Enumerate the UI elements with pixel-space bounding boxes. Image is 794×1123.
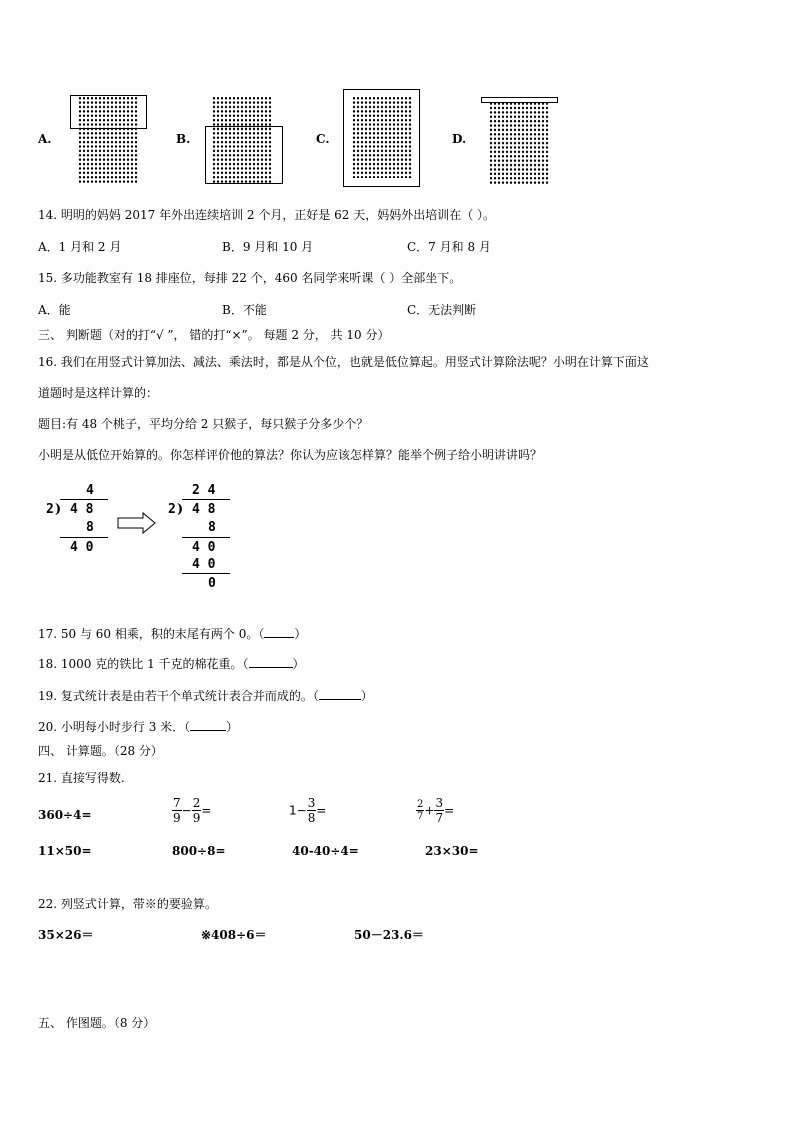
fraction-numerator: 3	[307, 796, 316, 810]
q22-item-2: ※408÷6＝	[201, 928, 267, 942]
q20-answer-blank[interactable]	[190, 718, 226, 731]
q22-title: 22. 列竖式计算，带※的要验算。	[38, 897, 217, 911]
division-left-divisor: 2	[46, 502, 54, 517]
q16-line-4: 小明是从低位开始算的。你怎样评价他的算法？你认为应该怎样算？能举个例子给小明讲讲吗？	[38, 448, 543, 462]
minuend: 1−	[289, 803, 307, 818]
division-bracket: )	[177, 502, 184, 517]
fraction-numerator: 7	[173, 796, 181, 810]
q19-text: 19. 复式统计表是由若干个单式统计表合并而成的。（	[38, 689, 319, 703]
q15-option-b: B．不能	[222, 303, 267, 317]
section-4-title: 四、 计算题。（28 分）	[38, 744, 163, 758]
division-left-quotient: 4	[86, 483, 94, 498]
equals-sign: =	[316, 803, 327, 818]
q20-end: ）	[226, 720, 239, 734]
q20	[38, 718, 238, 735]
option-b-label: B.	[176, 132, 191, 146]
fraction-numerator: 2	[417, 799, 424, 810]
operator: −	[181, 803, 192, 818]
division-right-step-3: 4 0	[192, 557, 216, 572]
fraction-denominator: 7	[435, 811, 444, 825]
division-right-step-2: 4 0	[192, 540, 216, 555]
q15-option-a: A．能	[38, 303, 71, 317]
option-a-label: A.	[38, 132, 52, 146]
division-bracket: )	[55, 502, 62, 517]
q16-line-1: 16. 我们在用竖式计算加法、减法、乘法时，都是从个位，也就是低位算起。用竖式计算除法呢？小明在计算下面这	[38, 355, 649, 369]
q14-option-b: B．9 月和 10 月	[222, 240, 314, 254]
q21-item-3	[289, 796, 326, 825]
division-left-remainder: 4 0	[70, 540, 94, 555]
section-3-title: 三、 判断题（对的打“√ ”， 错的打“×”。 每题 2 分， 共 10 分）	[38, 328, 390, 342]
fraction-denominator: 9	[192, 811, 201, 825]
q14-stem: 14. 明明的妈妈 2017 年外出连续培训 2 个月，正好是 62 天，妈妈外出培训在（ ）。	[38, 208, 496, 222]
q19	[38, 687, 373, 704]
fraction-denominator: 9	[173, 811, 181, 825]
q15-stem: 15. 多功能教室有 18 排座位，每排 22 个，460 名同学来听课（ ）全部坐下。	[38, 271, 462, 285]
section-5-title: 五、 作图题。（8 分）	[38, 1016, 156, 1030]
q18-answer-blank[interactable]	[249, 655, 293, 668]
division-right-dividend: 4 8	[192, 502, 216, 517]
division-right-step-1: 8	[208, 520, 216, 535]
division-left-dividend: 4 8	[70, 502, 94, 517]
fraction-denominator: 7	[417, 811, 424, 822]
q21-item-4	[416, 796, 454, 825]
division-right-remainder: 0	[208, 576, 216, 591]
fraction-numerator: 2	[192, 796, 201, 810]
q21-title: 21. 直接写得数.	[38, 771, 125, 785]
q21-item-7: 40-40÷4=	[292, 844, 359, 858]
q22-item-1: 35×26＝	[38, 928, 94, 942]
q18-end: ）	[292, 657, 305, 671]
q19-end: ）	[360, 689, 373, 703]
division-left-step: 8	[86, 520, 94, 535]
q17-end: ）	[294, 627, 307, 641]
q18-text: 18. 1000 克的铁比 1 千克的棉花重。（	[38, 657, 249, 671]
equals-sign: =	[444, 803, 455, 818]
q16-line-2: 道题时是这样计算的：	[38, 386, 159, 400]
q15-option-c: C．无法判断	[407, 303, 477, 317]
option-d-label: D.	[452, 132, 467, 146]
division-right-divisor: 2	[168, 502, 176, 517]
q21-item-6: 800÷8=	[172, 844, 226, 858]
q22-item-3: 50－23.6＝	[354, 928, 424, 942]
q19-answer-blank[interactable]	[319, 687, 361, 700]
q17	[38, 625, 306, 642]
q14-option-a: A．1 月和 2 月	[38, 240, 122, 254]
q17-answer-blank[interactable]	[264, 625, 294, 638]
q16-line-3: 题目:有 48 个桃子，平均分给 2 只猴子，每只猴子分多少个？	[38, 417, 369, 431]
q21-item-8: 23×30=	[425, 844, 479, 858]
fraction-denominator: 8	[307, 811, 316, 825]
q21-item-2	[172, 796, 211, 825]
equals-sign: =	[201, 803, 212, 818]
q20-text: 20. 小明每小时步行 3 米．（	[38, 720, 191, 734]
q18	[38, 655, 305, 672]
q17-text: 17. 50 与 60 相乘，积的末尾有两个 0。（	[38, 627, 265, 641]
operator: +	[424, 803, 435, 818]
q21-item-5: 11×50=	[38, 844, 92, 858]
q14-option-c: C．7 月和 8 月	[407, 240, 491, 254]
option-c-label: C.	[316, 132, 330, 146]
q21-item-1: 360÷4=	[38, 808, 92, 822]
right-arrow-icon	[117, 511, 157, 535]
fraction-numerator: 3	[435, 796, 444, 810]
division-right-quotient: 2 4	[192, 483, 216, 498]
